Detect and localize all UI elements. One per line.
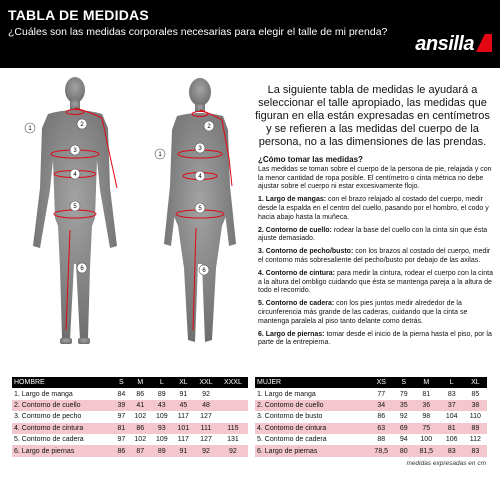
footnote: medidas expresadas en cm	[406, 460, 486, 467]
table-cell: 84	[117, 390, 126, 398]
instruction-item	[258, 270, 494, 296]
how-to-heading: ¿Cómo tomar las medidas?	[258, 155, 363, 164]
table-cell: 115	[218, 423, 248, 434]
table-cell: 81,5	[413, 445, 440, 456]
marker-1-man	[25, 123, 35, 133]
table-cell: 97	[117, 413, 126, 421]
header-banner	[0, 0, 500, 68]
table-cell: 86	[113, 445, 129, 456]
table-cell: 109	[155, 436, 168, 444]
marker-5-man	[70, 201, 80, 211]
row-label: 5. Contorno de cadera	[257, 436, 327, 444]
table-cell: 111	[194, 423, 218, 434]
svg-text:3: 3	[73, 148, 77, 154]
column-header: XS	[368, 377, 395, 388]
table-cell: 117	[177, 413, 189, 421]
table-cell: 91	[179, 390, 188, 398]
column-header: MUJER	[255, 377, 368, 388]
instruction-text: para medir la cintura, rodear el cuerpo con la cinta a la altura del ombligo cuidando que ésta se mantenga pareja a la altura de todo el recorrido.	[258, 269, 493, 295]
column-header: L	[151, 377, 173, 388]
instruction-item	[258, 248, 494, 266]
table-cell: 101	[173, 423, 195, 434]
instruction-label: 6. Largo de piernas:	[258, 330, 325, 338]
column-header: S	[395, 377, 413, 388]
column-header: L	[440, 377, 464, 388]
svg-text:6: 6	[202, 268, 206, 274]
row-label: 6. Largo de piernas	[255, 445, 368, 456]
svg-text:6: 6	[80, 266, 84, 272]
marker-2-man	[77, 119, 87, 129]
row-label: 2. Contorno de cuello	[255, 400, 368, 411]
table-cell: 106	[445, 436, 458, 444]
instruction-label: 4. Contorno de cintura:	[258, 269, 335, 277]
table-cell: 127	[200, 413, 212, 421]
instruction-text: con los brazos al costado del cuerpo, medir el contorno más sobresaliente del pecho/busto por debajo de las axilas.	[258, 248, 491, 264]
body-figures-illustration	[0, 68, 245, 368]
instruction-item	[258, 331, 494, 349]
instruction-label: 2. Contorno de cuello:	[258, 226, 332, 234]
brand-logo-mark-icon	[476, 34, 492, 52]
instruction-item	[258, 196, 494, 222]
column-header: XL	[173, 377, 195, 388]
instruction-text: tomar desde el inicio de la pierna hasta el piso, por la parte de la entrepierna.	[258, 330, 492, 347]
svg-text:1: 1	[28, 126, 32, 132]
row-label: 3. Contorno de pecho	[14, 413, 82, 421]
row-label: 4. Contorno de cintura	[255, 423, 368, 434]
table-row	[255, 388, 487, 399]
row-label: 6. Largo de piernas	[12, 445, 113, 456]
column-header: XXXL	[218, 377, 248, 388]
how-to-intro-text: Las medidas se toman sobre el cuerpo de la persona de pie, relajada y con la menor cantidad de ropa posible. El centímetro o cinta métrica no debe ajustar sobre el cuerpo ni estar excesivamente flojo.	[258, 165, 492, 191]
row-label: 1. Largo de manga	[14, 390, 73, 398]
table-row	[255, 400, 487, 411]
table-cell: 127	[200, 436, 212, 444]
table-row	[12, 388, 248, 399]
marker-1-woman	[155, 149, 165, 159]
table-cell: 81	[113, 423, 129, 434]
table-cell: 85	[471, 390, 480, 398]
table-cell: 77	[377, 390, 386, 398]
table-header-row	[12, 377, 248, 388]
table-cell: 110	[469, 413, 481, 421]
table-cell: 92	[218, 445, 248, 456]
instruction-item	[258, 300, 494, 326]
table-cell: 104	[445, 413, 458, 421]
table-row	[255, 434, 487, 445]
table-row	[12, 400, 248, 411]
marker-5-woman	[195, 203, 205, 213]
instruction-text: rodear la base del cuello con la cinta sin que ésta ajuste demasiado.	[258, 226, 488, 243]
table-cell: 83	[464, 445, 487, 456]
table-header-row	[255, 377, 487, 388]
table-row	[12, 423, 248, 434]
table-cell: 89	[464, 423, 487, 434]
table-row	[12, 434, 248, 445]
table-cell: 89	[151, 445, 173, 456]
table-row	[255, 445, 487, 456]
table-cell: 39	[113, 400, 129, 411]
table-cell: 131	[227, 436, 239, 444]
table-cell: 91	[173, 445, 195, 456]
page-subtitle: ¿Cuáles son las medidas corporales necesarias para elegir el talle de mi prenda?	[8, 26, 388, 38]
table-cell: 48	[194, 400, 218, 411]
table-cell	[218, 388, 248, 399]
svg-text:4: 4	[198, 174, 202, 180]
marker-3-man	[70, 145, 80, 155]
table-cell: 45	[173, 400, 195, 411]
page-title: TABLA DE MEDIDAS	[8, 7, 149, 23]
row-label: 1. Largo de manga	[257, 390, 316, 398]
svg-text:1: 1	[158, 152, 162, 158]
column-header: M	[129, 377, 151, 388]
marker-4-woman	[195, 171, 205, 181]
instruction-text: con el brazo relajado al costado del cuerpo, medir desde la espalda en el centro del cuello, pasando por el hombro, el codo y hacia abajo hasta la muñeca.	[258, 196, 489, 221]
table-cell: 94	[399, 436, 408, 444]
table-cell: 89	[157, 390, 166, 398]
table-cell: 38	[464, 400, 487, 411]
table-cell: 98	[422, 413, 431, 421]
instruction-text: con los pies juntos medir alrededor de la circunferencia más grande de las caderas, cuidando que la cinta se mantenga paralela al piso tanto delante como detrás.	[258, 300, 468, 325]
svg-text:3: 3	[198, 146, 202, 152]
marker-6-woman	[199, 265, 209, 275]
svg-text:4: 4	[73, 172, 77, 178]
table-cell: 112	[469, 436, 481, 444]
svg-text:2: 2	[80, 122, 84, 128]
how-to-measure-section	[258, 156, 494, 352]
column-header: M	[413, 377, 440, 388]
table-cell: 80	[395, 445, 413, 456]
table-cell: 92	[202, 390, 210, 398]
column-header: XL	[464, 377, 487, 388]
marker-6-man	[77, 263, 87, 273]
table-cell: 83	[447, 390, 456, 398]
table-cell: 78,5	[368, 445, 395, 456]
table-cell	[218, 411, 248, 422]
table-cell: 43	[151, 400, 173, 411]
row-label: 2. Contorno de cuello	[12, 400, 113, 411]
instruction-item	[258, 227, 494, 245]
column-header: HOMBRE	[12, 377, 113, 388]
table-cell: 117	[177, 436, 189, 444]
table-cell: 37	[440, 400, 464, 411]
table-cell: 34	[368, 400, 395, 411]
column-header: S	[113, 377, 129, 388]
table-cell: 79	[399, 390, 408, 398]
column-header: XXL	[194, 377, 218, 388]
svg-text:2: 2	[207, 124, 211, 130]
table-cell: 36	[413, 400, 440, 411]
table-cell: 81	[440, 423, 464, 434]
table-cell: 97	[117, 436, 126, 444]
table-cell: 100	[420, 436, 433, 444]
table-cell: 109	[155, 413, 168, 421]
table-cell: 88	[377, 436, 386, 444]
table-cell: 69	[395, 423, 413, 434]
table-row	[12, 445, 248, 456]
table-cell: 102	[134, 436, 147, 444]
table-cell: 81	[422, 390, 431, 398]
table-cell: 41	[129, 400, 151, 411]
svg-text:5: 5	[73, 204, 77, 210]
table-cell: 102	[134, 413, 147, 421]
instruction-label: 3. Contorno de pecho/busto:	[258, 248, 354, 256]
marker-4-man	[70, 169, 80, 179]
table-cell: 86	[377, 413, 386, 421]
instruction-label: 5. Contorno de cadera:	[258, 300, 335, 308]
table-cell: 86	[129, 423, 151, 434]
row-label: 5. Contorno de cadera	[14, 436, 84, 444]
instruction-label: 1. Largo de mangas:	[258, 196, 327, 204]
row-label: 3. Contorno de busto	[257, 413, 323, 421]
table-cell	[218, 400, 248, 411]
brand-logo: ansilla	[415, 33, 474, 55]
table-cell: 93	[151, 423, 173, 434]
table-cell: 86	[136, 390, 145, 398]
table-row	[255, 423, 487, 434]
table-cell: 92	[194, 445, 218, 456]
marker-3-woman	[195, 143, 205, 153]
table-cell: 35	[395, 400, 413, 411]
row-label: 4. Contorno de cintura	[12, 423, 113, 434]
table-cell: 63	[368, 423, 395, 434]
marker-2-woman	[204, 121, 214, 131]
men-size-table	[12, 377, 248, 457]
women-size-table	[255, 377, 487, 457]
table-cell: 87	[129, 445, 151, 456]
table-cell: 92	[399, 413, 408, 421]
table-row	[12, 411, 248, 422]
intro-paragraph: La siguiente tabla de medidas le ayudará a seleccionar el talle apropiado, las medidas que figuran en ella están expresadas en centímetros y se refieren a las medidas del cuerpo de la persona, no a las dimensiones de las prendas.	[255, 84, 490, 148]
svg-text:5: 5	[198, 206, 202, 212]
table-row	[255, 411, 487, 422]
table-cell: 75	[413, 423, 440, 434]
table-cell: 83	[440, 445, 464, 456]
